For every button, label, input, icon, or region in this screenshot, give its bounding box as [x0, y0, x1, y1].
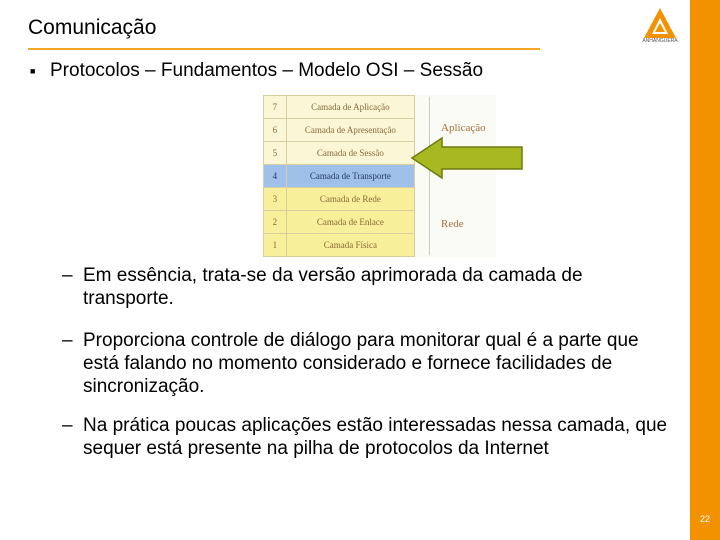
layer-number: 6	[264, 119, 287, 142]
logo-text: ANHANGUERA	[642, 38, 678, 44]
accent-sidebar	[690, 0, 720, 540]
label-application-group: Aplicação	[441, 122, 486, 134]
left-arrow-icon	[410, 136, 526, 180]
bullet-text: Na prática poucas aplicações estão interessadas nessa camada, que sequer está presente na pilha de protocolos da Internet	[83, 415, 668, 459]
page-number: 22	[699, 514, 710, 524]
layer-name: Camada de Sessão	[286, 142, 414, 165]
osi-layer-table	[263, 95, 415, 257]
label-network-group: Rede	[441, 218, 464, 230]
dash-bullet: –	[62, 330, 73, 351]
bullet-text: Em essência, trata-se da versão aprimorada da camada de transporte.	[83, 265, 583, 309]
layer-number: 5	[264, 142, 287, 165]
osi-layer-row	[264, 234, 415, 257]
title-underline	[28, 48, 540, 50]
slide-heading: Protocolos – Fundamentos – Modelo OSI – Sessão	[50, 60, 484, 81]
square-bullet-icon: ■	[30, 66, 36, 76]
osi-layer-row	[264, 188, 415, 211]
layer-name: Camada de Aplicação	[286, 96, 414, 119]
slide-title: Comunicação	[28, 16, 157, 39]
layer-number: 3	[264, 188, 287, 211]
layer-name: Camada de Apresentação	[286, 119, 414, 142]
dash-bullet: –	[62, 265, 73, 286]
bullet-item	[62, 264, 672, 310]
osi-layer-row-highlighted	[264, 165, 415, 188]
layer-name: Camada de Rede	[286, 188, 414, 211]
layer-name: Camada de Transporte	[286, 165, 414, 188]
osi-layer-row	[264, 119, 415, 142]
layer-name: Camada Física	[286, 234, 414, 257]
layer-number: 1	[264, 234, 287, 257]
layer-name: Camada de Enlace	[286, 211, 414, 234]
bullet-text: Proporciona controle de diálogo para monitorar qual é a parte que está falando no momento considerado e fornece facilidades de sincronização.	[83, 330, 639, 397]
bullet-item	[62, 329, 672, 398]
osi-layer-row	[264, 96, 415, 119]
layer-number: 4	[264, 165, 287, 188]
bullet-item	[62, 414, 672, 460]
osi-layer-row	[264, 142, 415, 165]
layer-number: 2	[264, 211, 287, 234]
dash-bullet: –	[62, 415, 73, 436]
layer-number: 7	[264, 96, 287, 119]
osi-layer-row	[264, 211, 415, 234]
